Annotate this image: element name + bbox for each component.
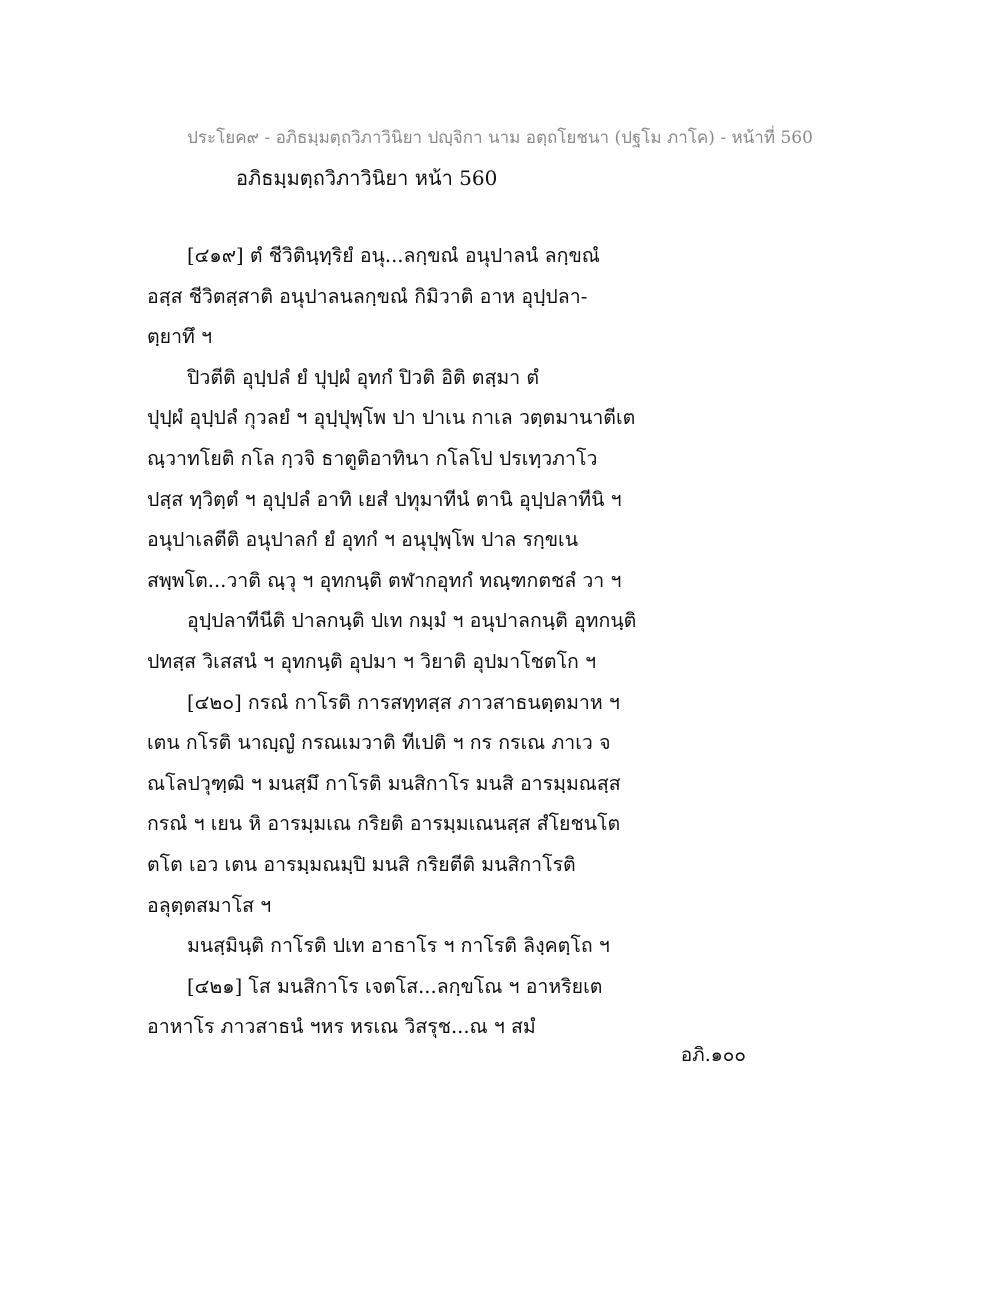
text-line: มนสฺมินฺติ กาโรติ ปเท อาธาโร ฯ กาโรติ ลิงฺคตฺโถ ฯ bbox=[187, 934, 610, 958]
text-line: ปุปฺผํ อุปฺปลํ กุวลยํ ฯ อุปฺปุพฺโพ ปา ปาเน กาเล วตฺตมานาตีเต bbox=[147, 406, 636, 430]
text-line: [๔๒๐] กรณํ กาโรติ การสทฺทสฺส ภาวสาธนตฺตมาห ฯ bbox=[187, 690, 620, 714]
text-line: เตน กโรติ นาญฺญํ กรณเมวาติ ทีเปติ ฯ กร กรเณ ภาเว จ bbox=[147, 731, 611, 755]
text-line: ณฺวาทโยติ กโล กฺวจิ ธาตูติอาทินา กโลโป ปรเทฺวภาโว bbox=[147, 446, 598, 470]
text-line: [๔๒๑] โส มนสิกาโร เจตโส...ลกฺขโณ ฯ อาหริยเต bbox=[187, 974, 603, 998]
text-line: กรณํ ฯ เยน หิ อารมฺมเณ กริยติ อารมฺมเณนสฺส สํโยชนโต bbox=[147, 812, 621, 836]
text-line: ณโลปวุฑฺฒิ ฯ มนสฺมึ กาโรติ มนสิกาโร มนสิ อารมฺมณสฺส bbox=[147, 771, 621, 795]
text-line: ปทสฺส วิเสสนํ ฯ อุทกนฺติ อุปมา ฯ วิยาติ อุปมาโชตโก ฯ bbox=[147, 649, 597, 673]
text-line: ปสฺส ทฺวิตฺตํ ฯ อุปฺปลํ อาทิ เยสํ ปทุมาทีนํ ตานิ อุปฺปลาทีนิ ฯ bbox=[147, 487, 622, 511]
text-line: ตฺยาทึ ฯ bbox=[147, 325, 213, 349]
text-line: อุปฺปลาทีนีติ ปาลกนฺติ ปเท กมฺมํ ฯ อนุปาลกนฺติ อุทกนฺติ bbox=[187, 609, 637, 633]
body-text bbox=[147, 236, 707, 1048]
page-footer: อภิ.๑๐๐ bbox=[680, 1044, 746, 1066]
running-header: ประโยค๙ - อภิธมฺมตฺถวิภาวินิยา ปญฺจิกา นาม อตฺถโยชนา (ปฐโม ภาโค) - หน้าที่ 560 bbox=[187, 128, 813, 148]
text-line: ปิวตีติ อุปฺปลํ ยํ ปุปฺผํ อุทกํ ปิวติ อิติ ตสฺมา ตํ bbox=[187, 365, 540, 389]
text-line: อาหาโร ภาวสาธนํ ฯหร หรเณ วิสรุช...ณ ฯ สมํ bbox=[147, 1015, 536, 1039]
text-line: อนุปาเลตีติ อนุปาลกํ ยํ อุทกํ ฯ อนุปุพฺโพ ปาล รกฺขเน bbox=[147, 528, 579, 552]
page-title: อภิธมฺมตฺถวิภาวินิยา หน้า 560 bbox=[236, 166, 498, 190]
text-line: ตโต เอว เตน อารมฺมณมฺปิ มนสิ กริยตีติ มนสิกาโรติ bbox=[147, 852, 576, 876]
text-line: [๔๑๙] ตํ ชีวิตินฺทฺริยํ อนุ...ลกฺขณํ อนุปาลนํ ลกฺขณํ bbox=[187, 244, 600, 267]
text-line: อลุตฺตสมาโส ฯ bbox=[147, 893, 272, 917]
text-line: อสฺส ชีวิตสฺสาติ อนุปาลนลกฺขณํ กิมิวาติ อาห อุปฺปลา- bbox=[147, 284, 588, 308]
text-line: สพฺพโต...วาติ ณฺวุ ฯ อุทกนฺติ ตฬากอุทกํ ทณฺฑกตชลํ วา ฯ bbox=[147, 568, 622, 592]
